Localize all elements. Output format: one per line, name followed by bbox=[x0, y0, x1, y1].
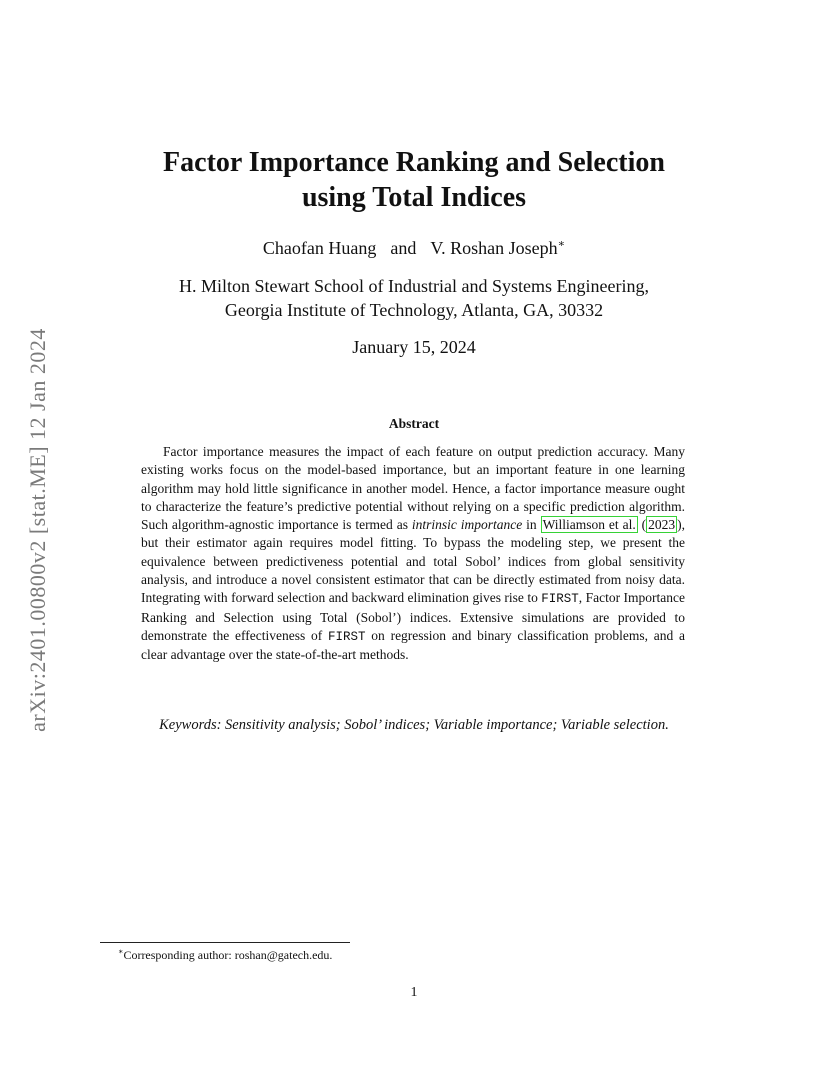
affiliation-line-2: Georgia Institute of Technology, Atlanta, GA, 30332 bbox=[224, 300, 604, 320]
author-list bbox=[100, 238, 728, 259]
author-1: Chaofan Huang bbox=[262, 238, 377, 258]
corresponding-author-mark: ∗ bbox=[557, 238, 566, 250]
affiliation-line-1: H. Milton Stewart School of Industrial and Systems Engineering, bbox=[179, 276, 649, 296]
footnote-divider bbox=[100, 942, 350, 943]
affiliation bbox=[100, 274, 728, 322]
method-name-first: FIRST bbox=[541, 592, 579, 607]
author-connector: and bbox=[390, 238, 417, 258]
abstract-italic-term: intrinsic importance bbox=[411, 517, 523, 533]
keywords: Keywords: Sensitivity analysis; Sobol’ indices; Variable importance; Variable selection. bbox=[159, 717, 669, 733]
abstract-text-5: on regression and binary classification problems, and a clear advantage over the state-of-the-art methods. bbox=[141, 627, 685, 663]
page-number: 1 bbox=[410, 985, 418, 1000]
abstract-text-1: Factor importance measures the impact of each feature on output prediction accuracy. Many existing works focus on the model-based importance, but an important feature in one learning algorithm may hold little significance in another model. Hence, a factor importance measure ought to characterize the feature’s predictive potential without relying on a specific prediction algorithm. Such algorithm-agnostic importance is termed as bbox=[141, 444, 685, 533]
method-name-first-2: FIRST bbox=[328, 629, 366, 644]
abstract-body: Factor importance measures the impact of each feature on output prediction accuracy. Many existing works focus on the model-based importance, but an important feature in one learning algorithm may hold little significance in another model. Hence, a factor importance measure ought to characterize the feature’s predictive potential without relying on a specific prediction algorithm. Such algorithm-agnostic importance is termed as intrinsic importance in Williamson et al. ( 2023 ), but their estimator again requires model fitting. To bypass the modeling step, we present the equivalence between predictiveness potential and total Sobol’ indices from global sensitivity analysis, and introduce a novel consistent estimator that can be directly estimated from noisy data. Integrating with forward selection and backward elimination gives rise to FIRST, Factor Importance Ranking and Selection using Total (Sobol’) indices. Extensive simulations are provided to demonstrate the effectiveness of FIRST on regression and binary classification problems, and a clear advantage over the state-of-the-art methods. bbox=[141, 444, 685, 663]
title-line-1: Factor Importance Ranking and Selection bbox=[163, 147, 665, 178]
footnote-mark: ∗ bbox=[118, 947, 124, 956]
author-2: V. Roshan Joseph bbox=[430, 238, 558, 258]
paper-title bbox=[100, 145, 728, 215]
arxiv-identifier-stamp: arXiv:2401.00800v2 [stat.ME] 12 Jan 2024 bbox=[25, 328, 50, 732]
citation-link-year[interactable]: 2023 bbox=[648, 517, 676, 533]
title-line-2: using Total Indices bbox=[301, 182, 527, 213]
citation-link-author[interactable]: Williamson et al. bbox=[542, 517, 636, 533]
abstract-text-4: , Factor Importance Ranking and Selection using Total (Sobol’) indices. Extensive simulations are provided to demonstrate the effectiveness of bbox=[141, 590, 685, 643]
paper-date: January 15, 2024 bbox=[352, 337, 476, 357]
footnote bbox=[118, 947, 332, 963]
footnote-text: Corresponding author: roshan@gatech.edu. bbox=[123, 948, 333, 962]
abstract-heading: Abstract bbox=[388, 416, 440, 431]
abstract-text-2: in bbox=[522, 517, 541, 533]
abstract-text-3: ), but their estimator again requires model fitting. To bypass the modeling step, we present the equivalence between predictiveness potential and total Sobol’ indices from global sensitivity analysis, and introduce a novel consistent estimator that can be directly estimated from noisy data. Integrating with forward selection and backward elimination gives rise to bbox=[141, 517, 685, 606]
